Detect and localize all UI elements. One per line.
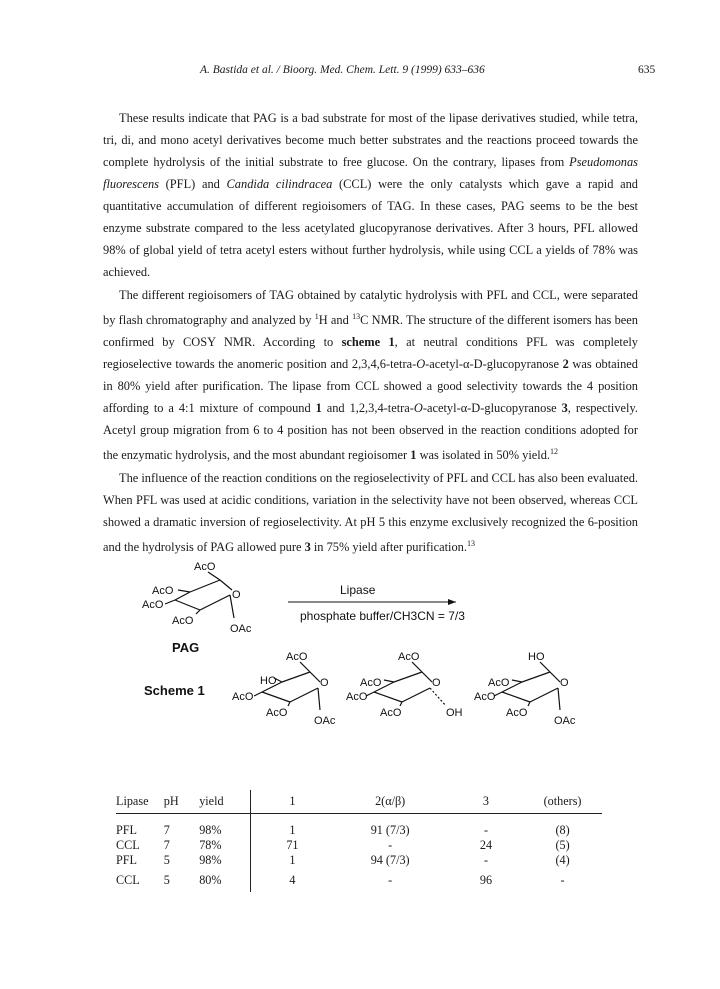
p1-oac: OAc — [314, 715, 336, 727]
cell: CCL — [116, 872, 140, 887]
p1-aco-left: AcO — [232, 691, 254, 703]
cell: (5) — [555, 838, 570, 852]
cell: 91 (7/3) — [370, 823, 410, 837]
cell: 1 — [289, 853, 296, 867]
p1-ring-o: O — [320, 677, 329, 689]
page-number: 635 — [638, 64, 656, 76]
cell: - — [483, 823, 488, 837]
cell: PFL — [116, 853, 138, 867]
paragraph-2: The different regioisomers of TAG obtained by catalytic hydrolysis with PFL and CCL, were separated by flash chromatography and analyzed by $^1$H and $^{13}$C NMR. The structure of the different isomers has been confirmed by COSY NMR. According to scheme 1, at neutral conditions PFL was completely regioselective towards the anomeric position and 2,3,4,6-tetra-O-acetyl-α-D-glucopyranose 2 was obtained in 80% yield after purification. The lipase from CCL showed a good selectivity towards the 4 position affording to a 4:1 mixture of compound 1 and 1,2,3,4-tetra-O-acetyl-α-D-glucopyranose 3, respectively. Acetyl group migration from 6 to 4 position has not been observed in the reaction conditions adopted for the enzymatic hydrolysis, and the most abundant regioisomer 1 was isolated in 50% yield.$^{12}$ — [103, 288, 639, 463]
pag-aco-top: AcO — [194, 561, 216, 573]
header-others: (others) — [523, 790, 602, 814]
scheme-title: Scheme 1 — [144, 683, 205, 698]
pag-molecule — [165, 572, 234, 618]
table-row — [116, 868, 602, 892]
pag-aco-left1: AcO — [152, 585, 174, 597]
cell: 78% — [199, 838, 222, 852]
p3-aco-left2: AcO — [474, 691, 496, 703]
header-compound-3: 3 — [449, 790, 523, 814]
paragraph-3: The influence of the reaction conditions on the regioselectivity of PFL and CCL has also been evaluated. When PFL was used at acidic conditions, variation in the selectivity have not been observed, whereas CCL showed a dramatic inversion of regioselectivity. At pH 5 this enzyme exclusively recognized the 6-position and the hydrolysis of PAG allowed pure 3 in 75% yield after purification.$^{13}$ — [103, 471, 638, 555]
header-ph: pH — [156, 790, 199, 814]
table-row — [116, 814, 602, 839]
p3-ring-o: O — [560, 677, 569, 689]
pag-oac: OAc — [230, 623, 252, 635]
table-row — [116, 853, 602, 868]
reaction-scheme — [0, 540, 720, 790]
header-yield: yield — [199, 790, 251, 814]
cell: 80% — [199, 872, 222, 887]
pag-aco-bottom: AcO — [172, 615, 194, 627]
cell: 7 — [163, 838, 170, 852]
p2-ring-o: O — [432, 677, 441, 689]
cell: 71 — [286, 838, 299, 852]
p2-oh: OH — [446, 707, 463, 719]
header-compound-2: 2(α/β) — [331, 790, 448, 814]
cell: 94 (7/3) — [370, 853, 410, 867]
scheme-drawing — [0, 540, 720, 790]
p1-aco-top: AcO — [286, 651, 308, 663]
paragraph-1: These results indicate that PAG is a bad substrate for most of the lipase derivatives studied, while tetra, tri, di, and mono acetyl derivatives become much better substrates and the reactions proceed towards the complete hydrolysis of the initial substrate to free glucose. On the contrary, lipases from Pseudomonas fluorescens (PFL) and Candida cilindracea (CCL) were the only catalysts which gave a rapid and quantitative accumulation of different regioisomers of TAG. In these cases, PAG seems to be the best enzyme substrate compared to the less acetylated glucopyranose derivatives. After 3 hours, PFL allowed 98% of global yield of tetra acetyl esters without further hydrolysis, while using CCL a yields of 78% was achieved. — [103, 111, 638, 279]
cell: (4) — [555, 853, 570, 867]
p2-aco-left2: AcO — [346, 691, 368, 703]
cell: 4 — [289, 872, 296, 887]
pag-ring-o: O — [232, 589, 241, 601]
p2-aco-left1: AcO — [360, 677, 382, 689]
p3-aco-left1: AcO — [488, 677, 510, 689]
cell: CCL — [116, 838, 140, 852]
reagent-bottom: phosphate buffer/CH3CN = 7/3 — [300, 609, 465, 623]
cell: 24 — [479, 838, 493, 852]
cell: 98% — [199, 823, 222, 837]
cell: 7 — [163, 823, 170, 837]
pag-aco-left2: AcO — [142, 599, 164, 611]
table-header-row — [116, 790, 602, 814]
reagent-top: Lipase — [340, 583, 376, 597]
p3-aco-bottom: AcO — [506, 707, 528, 719]
header-compound-1: 1 — [253, 790, 331, 814]
cell: - — [560, 872, 565, 887]
cell: - — [388, 872, 393, 887]
cell: 5 — [163, 853, 170, 867]
pag-label: PAG — [172, 640, 200, 655]
body-text — [103, 107, 638, 559]
cell: - — [388, 838, 393, 852]
results-table — [116, 790, 602, 892]
p3-oac: OAc — [554, 715, 576, 727]
p2-aco-top: AcO — [398, 651, 420, 663]
cell: 96 — [479, 872, 493, 887]
cell: 1 — [289, 823, 296, 837]
cell: 5 — [163, 872, 170, 887]
cell: (8) — [555, 823, 570, 837]
header-lipase: Lipase — [116, 790, 156, 814]
running-head: A. Bastida et al. / Bioorg. Med. Chem. Lett. 9 (1999) 633–636 — [200, 64, 485, 76]
cell: 98% — [199, 853, 222, 867]
cell: - — [483, 853, 488, 867]
table-row — [116, 838, 602, 853]
p2-aco-bottom: AcO — [380, 707, 402, 719]
cell: PFL — [116, 823, 138, 837]
p3-ho: HO — [528, 651, 545, 663]
p1-ho: HO — [260, 675, 277, 687]
p1-aco-bottom: AcO — [266, 707, 288, 719]
